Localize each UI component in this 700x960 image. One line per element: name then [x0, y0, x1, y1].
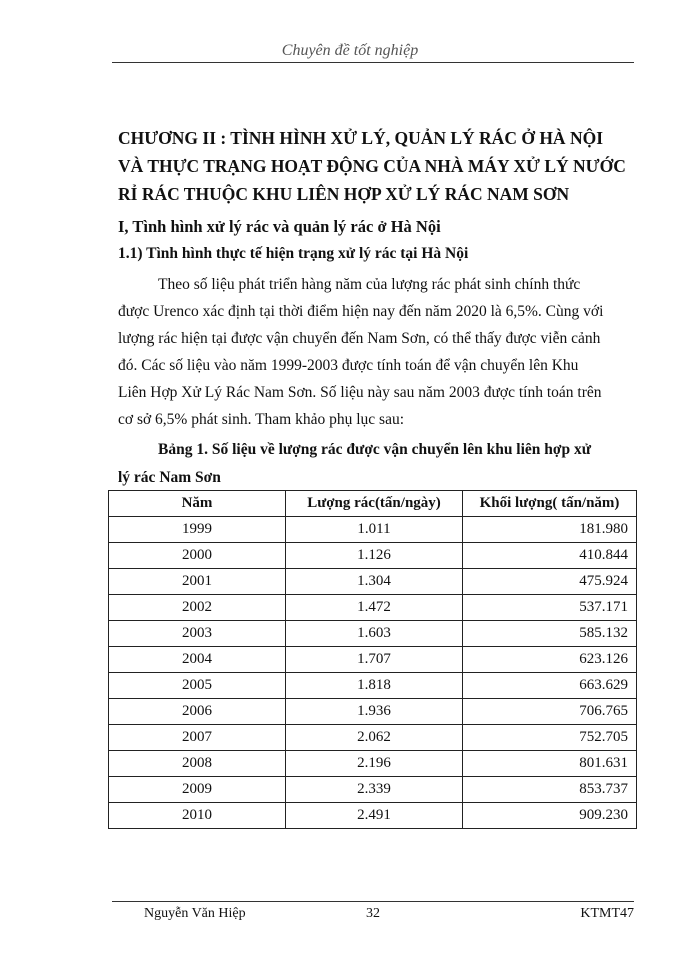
- footer-author: Nguyễn Văn Hiệp: [144, 906, 246, 921]
- cell-year: 2006: [109, 699, 286, 725]
- page-number: 32: [366, 906, 380, 921]
- cell-daily-amount: 2.339: [286, 777, 463, 803]
- table-row: [109, 647, 637, 673]
- paragraph-line: Liên Hợp Xử Lý Rác Nam Sơn. Số liệu này sau năm 2003 được tính toán trên: [118, 384, 602, 401]
- table-row: [109, 777, 637, 803]
- column-header-daily-amount: Lượng rác(tấn/ngày): [286, 491, 463, 517]
- table-row: [109, 699, 637, 725]
- cell-annual-volume: 181.980: [463, 517, 637, 543]
- chapter-title: [118, 124, 638, 208]
- cell-annual-volume: 909.230: [463, 803, 637, 829]
- cell-daily-amount: 1.603: [286, 621, 463, 647]
- paragraph-line: cơ sở 6,5% phát sinh. Tham khảo phụ lục sau:: [118, 411, 405, 428]
- cell-year: 2010: [109, 803, 286, 829]
- cell-annual-volume: 585.132: [463, 621, 637, 647]
- cell-annual-volume: 623.126: [463, 647, 637, 673]
- cell-daily-amount: 1.126: [286, 543, 463, 569]
- cell-daily-amount: 2.491: [286, 803, 463, 829]
- cell-year: 2009: [109, 777, 286, 803]
- cell-annual-volume: 752.705: [463, 725, 637, 751]
- cell-annual-volume: 801.631: [463, 751, 637, 777]
- cell-annual-volume: 410.844: [463, 543, 637, 569]
- cell-year: 2005: [109, 673, 286, 699]
- caption-line: Bảng 1. Số liệu về lượng rác được vận chuyển lên khu liên hợp xử: [158, 441, 592, 458]
- cell-year: 2007: [109, 725, 286, 751]
- cell-year: 2008: [109, 751, 286, 777]
- body-paragraph: [118, 271, 634, 433]
- table-row: [109, 543, 637, 569]
- table-row: [109, 803, 637, 829]
- cell-daily-amount: 1.472: [286, 595, 463, 621]
- cell-daily-amount: 1.936: [286, 699, 463, 725]
- paragraph-line: Theo số liệu phát triển hàng năm của lượng rác phát sinh chính thức: [158, 276, 581, 293]
- header-divider: [112, 62, 634, 63]
- cell-annual-volume: 475.924: [463, 569, 637, 595]
- table-row: [109, 621, 637, 647]
- table-body: [109, 517, 637, 829]
- cell-year: 2000: [109, 543, 286, 569]
- cell-daily-amount: 1.011: [286, 517, 463, 543]
- waste-data-table: [108, 490, 637, 829]
- section-heading: I, Tình hình xử lý rác và quản lý rác ở Hà Nội: [118, 217, 441, 236]
- cell-year: 1999: [109, 517, 286, 543]
- cell-daily-amount: 1.818: [286, 673, 463, 699]
- chapter-title-line: VÀ THỰC TRẠNG HOẠT ĐỘNG CỦA NHÀ MÁY XỬ LÝ NƯỚC: [118, 156, 626, 176]
- cell-annual-volume: 706.765: [463, 699, 637, 725]
- running-header: Chuyên đề tốt nghiệp: [281, 42, 419, 59]
- footer-class-code: KTMT47: [580, 906, 634, 921]
- table-header-row: [109, 491, 637, 517]
- chapter-title-line: CHƯƠNG II : TÌNH HÌNH XỬ LÝ, QUẢN LÝ RÁC Ở HÀ NỘI: [118, 128, 604, 148]
- table-row: [109, 725, 637, 751]
- cell-daily-amount: 1.707: [286, 647, 463, 673]
- paragraph-line: đó. Các số liệu vào năm 1999-2003 được tính toán để vận chuyển lên Khu: [118, 357, 579, 374]
- paragraph-line: được Urenco xác định tại thời điểm hiện nay đến năm 2020 là 6,5%. Cùng với: [118, 303, 604, 320]
- table-row: [109, 517, 637, 543]
- cell-daily-amount: 1.304: [286, 569, 463, 595]
- caption-line: lý rác Nam Sơn: [118, 469, 221, 486]
- paragraph-line: lượng rác hiện tại được vận chuyển đến Nam Sơn, có thể thấy được viễn cảnh: [118, 330, 601, 347]
- table-row: [109, 595, 637, 621]
- cell-annual-volume: 663.629: [463, 673, 637, 699]
- subsection-heading: 1.1) Tình hình thực tế hiện trạng xử lý rác tại Hà Nội: [118, 245, 469, 262]
- cell-year: 2004: [109, 647, 286, 673]
- cell-year: 2002: [109, 595, 286, 621]
- table-row: [109, 673, 637, 699]
- footer-divider: [112, 901, 634, 902]
- column-header-year: Năm: [109, 491, 286, 517]
- cell-annual-volume: 853.737: [463, 777, 637, 803]
- table-row: [109, 751, 637, 777]
- table-caption: [118, 436, 634, 492]
- cell-year: 2003: [109, 621, 286, 647]
- cell-annual-volume: 537.171: [463, 595, 637, 621]
- cell-daily-amount: 2.062: [286, 725, 463, 751]
- cell-daily-amount: 2.196: [286, 751, 463, 777]
- column-header-annual-volume: Khối lượng( tấn/năm): [463, 491, 637, 517]
- chapter-title-line: RỈ RÁC THUỘC KHU LIÊN HỢP XỬ LÝ RÁC NAM SƠN: [118, 184, 570, 204]
- cell-year: 2001: [109, 569, 286, 595]
- table-row: [109, 569, 637, 595]
